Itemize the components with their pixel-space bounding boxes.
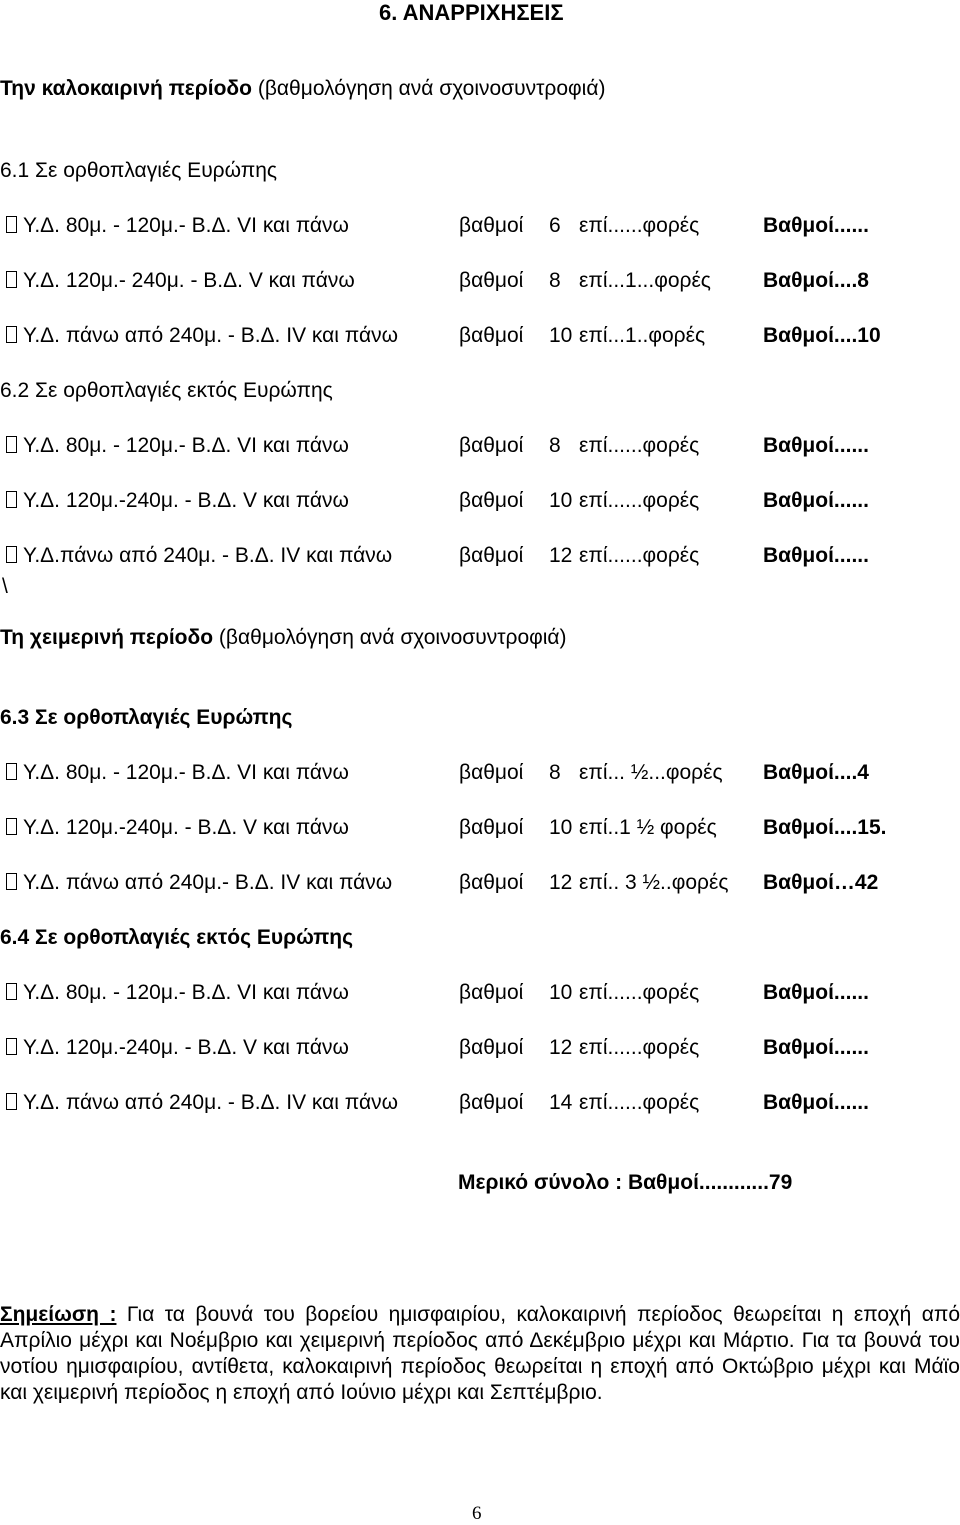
list-item <box>0 1092 960 1116</box>
note-paragraph <box>0 1302 960 1406</box>
list-item <box>0 545 960 569</box>
points-value: 10 <box>549 981 573 1004</box>
section-6-1-title: 6.1 Σε ορθοπλαγιές Ευρώπης <box>0 159 278 182</box>
result-field: Βαθμοί…42 <box>763 871 879 894</box>
summer-title: Την καλοκαιρινή περίοδο <box>0 77 252 100</box>
route-label: Υ.Δ. πάνω από 240μ.- Β.Δ. IV και πάνω <box>23 871 393 894</box>
points-label: βαθμοί <box>459 324 524 347</box>
list-item <box>0 490 960 514</box>
list-item <box>0 872 960 896</box>
winter-title: Τη χειμερινή περίοδο <box>0 626 214 649</box>
section-title: 6. ΑΝΑΡΡΙΧΗΣΕΙΣ <box>379 0 564 25</box>
points-label: βαθμοί <box>459 761 524 784</box>
times-field: επί......φορές <box>579 1091 700 1114</box>
points-label: βαθμοί <box>459 544 524 567</box>
points-value: 8 <box>549 269 561 292</box>
points-label: βαθμοί <box>459 489 524 512</box>
checkbox-icon <box>6 326 17 343</box>
subtotal: Μερικό σύνολο : Βαθμοί............79 <box>458 1171 793 1194</box>
result-field: Βαθμοί...... <box>763 214 869 237</box>
result-field: Βαθμοί...... <box>763 981 869 1004</box>
points-value: 12 <box>549 544 573 567</box>
checkbox-icon <box>6 1093 17 1110</box>
route-label: Υ.Δ. 120μ.-240μ. - Β.Δ. V και πάνω <box>23 1036 349 1059</box>
list-item <box>0 982 960 1006</box>
route-label: Υ.Δ. 80μ. - 120μ.- Β.Δ. VI και πάνω <box>23 981 349 1004</box>
times-field: επί.. 3 ½..φορές <box>579 871 729 894</box>
times-field: επί...1...φορές <box>579 269 711 292</box>
points-label: βαθμοί <box>459 214 524 237</box>
result-field: Βαθμοί....15. <box>763 816 887 839</box>
checkbox-icon <box>6 818 17 835</box>
result-field: Βαθμοί...... <box>763 434 869 457</box>
points-value: 14 <box>549 1091 573 1114</box>
list-item <box>0 435 960 459</box>
note-label: Σημείωση : <box>0 1303 117 1326</box>
times-field: επί..1 ½ φορές <box>579 816 717 839</box>
result-field: Βαθμοί...... <box>763 544 869 567</box>
points-label: βαθμοί <box>459 1091 524 1114</box>
checkbox-icon <box>6 763 17 780</box>
points-value: 12 <box>549 871 573 894</box>
points-label: βαθμοί <box>459 1036 524 1059</box>
points-value: 10 <box>549 324 573 347</box>
list-item <box>0 215 960 239</box>
points-value: 10 <box>549 816 573 839</box>
section-6-3-title: 6.3 Σε ορθοπλαγιές Ευρώπης <box>0 706 293 729</box>
winter-subtitle: (βαθμολόγηση ανά σχοινοσυντροφιά) <box>218 626 567 649</box>
summer-heading <box>0 78 960 99</box>
summer-subtitle: (βαθμολόγηση ανά σχοινοσυντροφιά) <box>257 77 606 100</box>
points-label: βαθμοί <box>459 816 524 839</box>
points-value: 12 <box>549 1036 573 1059</box>
times-field: επί......φορές <box>579 981 700 1004</box>
stray-backslash: \ <box>2 575 8 598</box>
list-item <box>0 270 960 294</box>
points-label: βαθμοί <box>459 269 524 292</box>
route-label: Υ.Δ.πάνω από 240μ. - Β.Δ. IV και πάνω <box>23 544 393 567</box>
section-6-4-title: 6.4 Σε ορθοπλαγιές εκτός Ευρώπης <box>0 926 354 949</box>
route-label: Υ.Δ. 120μ.- 240μ. - Β.Δ. V και πάνω <box>23 269 355 292</box>
times-field: επί...1..φορές <box>579 324 706 347</box>
section-6-2-title: 6.2 Σε ορθοπλαγιές εκτός Ευρώπης <box>0 379 333 402</box>
checkbox-icon <box>6 546 17 563</box>
route-label: Υ.Δ. 80μ. - 120μ.- Β.Δ. VI και πάνω <box>23 434 349 457</box>
page-number: 6 <box>472 1503 482 1524</box>
result-field: Βαθμοί...... <box>763 1036 869 1059</box>
times-field: επί......φορές <box>579 1036 700 1059</box>
route-label: Υ.Δ. 120μ.-240μ. - Β.Δ. V και πάνω <box>23 489 349 512</box>
route-label: Υ.Δ. 80μ. - 120μ.- Β.Δ. VI και πάνω <box>23 214 349 237</box>
checkbox-icon <box>6 436 17 453</box>
result-field: Βαθμοί...... <box>763 1091 869 1114</box>
points-value: 10 <box>549 489 573 512</box>
times-field: επί......φορές <box>579 214 700 237</box>
checkbox-icon <box>6 216 17 233</box>
result-field: Βαθμοί....8 <box>763 269 869 292</box>
times-field: επί......φορές <box>579 489 700 512</box>
points-value: 8 <box>549 761 561 784</box>
route-label: Υ.Δ. 120μ.-240μ. - Β.Δ. V και πάνω <box>23 816 349 839</box>
route-label: Υ.Δ. 80μ. - 120μ.- Β.Δ. VI και πάνω <box>23 761 349 784</box>
times-field: επί......φορές <box>579 434 700 457</box>
note-text: Για τα βουνά του βορείου ημισφαιρίου, καλοκαιρινή περίοδος θεωρείται η εποχή από Απρίλιο μέχρι και Νοέμβριο και χειμερινή περίοδος από Δεκέμβριο μέχρι και Μάρτιο. Για τα βουνά του νοτίου ημισφαιρίου, αντίθετα, καλοκαιρινή περίοδος θεωρείται η εποχή από Οκτώβριο μέχρι και Μάϊο και χειμερινή περίοδος η εποχή από Ιούνιο μέχρι και Σεπτέμβριο. <box>0 1303 960 1404</box>
list-item <box>0 325 960 349</box>
points-label: βαθμοί <box>459 434 524 457</box>
result-field: Βαθμοί....4 <box>763 761 869 784</box>
result-field: Βαθμοί...... <box>763 489 869 512</box>
points-value: 6 <box>549 214 561 237</box>
times-field: επί... ½...φορές <box>579 761 723 784</box>
checkbox-icon <box>6 491 17 508</box>
checkbox-icon <box>6 271 17 288</box>
list-item <box>0 817 960 841</box>
list-item <box>0 762 960 786</box>
checkbox-icon <box>6 873 17 890</box>
points-value: 8 <box>549 434 561 457</box>
route-label: Υ.Δ. πάνω από 240μ. - Β.Δ. IV και πάνω <box>23 324 399 347</box>
points-label: βαθμοί <box>459 871 524 894</box>
checkbox-icon <box>6 1038 17 1055</box>
list-item <box>0 1037 960 1061</box>
result-field: Βαθμοί....10 <box>763 324 881 347</box>
times-field: επί......φορές <box>579 544 700 567</box>
checkbox-icon <box>6 983 17 1000</box>
winter-heading <box>0 627 960 648</box>
route-label: Υ.Δ. πάνω από 240μ. - Β.Δ. IV και πάνω <box>23 1091 399 1114</box>
points-label: βαθμοί <box>459 981 524 1004</box>
